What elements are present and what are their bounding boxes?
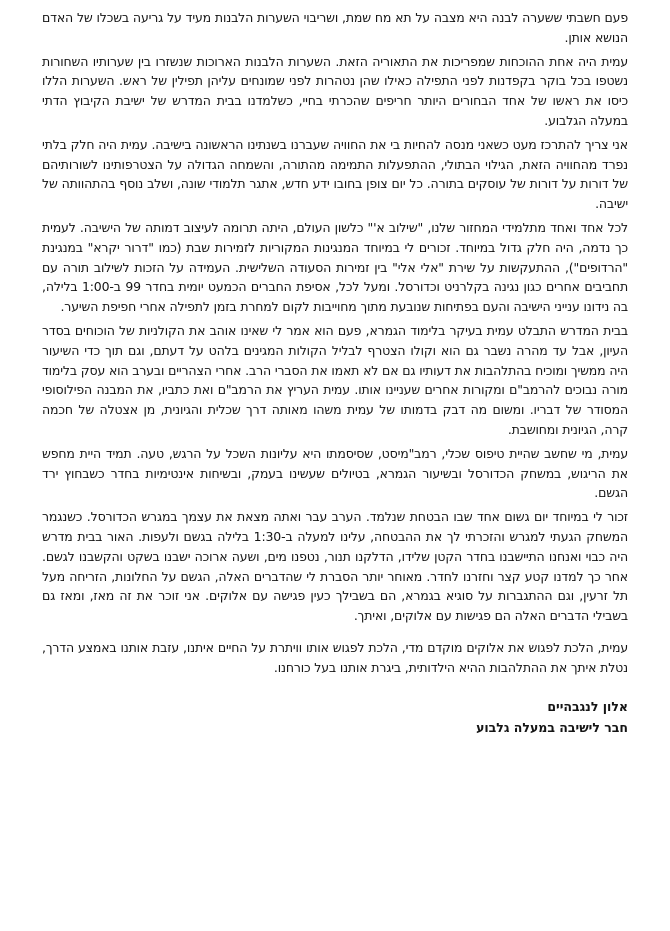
paragraph-1: פעם חשבתי ששערה לבנה היא מצבה על תא מח שמת, ושריבוי השערות הלבנות מעיד על גריעה בשכלו של האדם הנושא אותן. bbox=[42, 10, 628, 45]
signature-block bbox=[42, 696, 628, 738]
paragraph-6: עמית, מי שחשב שהיית טיפוס שכלי, רמב"מיסט, שסיסמתו היא עליונות השכל על הרגש, טעה. תמיד היית מחפש את הריגוש, במשחק הכדורסל ובשיעור הגמרא, בטיולים שעשינו בעמק, ובשיחות אינטימיות בחדר כשבחוץ ירד הגשם. bbox=[42, 445, 628, 501]
paragraph-8: עמית, הלכת לפגוש את אלוקים מוקדם מדי, הלכת לפגוש אותו וויתרת על החיים איתנו, עזבת אותנו באמצע הדרך, נטלת איתך את ההתלהבות ההיא הילדותית, ביגרת אותנו בעל כורחנו. bbox=[42, 639, 628, 675]
signature-role: חבר לישיבה במעלה גלבוע bbox=[476, 719, 628, 735]
paragraph-2: עמית היה אחת ההוכחות שמפריכות את התאוריה הזאת. השערות הלבנות הארוכות שנשזרו בין שערותיו השחורות נשטפו בכל בוקר בקפדנות לפני התפילה כאילו שהן נטהרות לפני שמונחים עליהן תפילין של ראש. השערות הללו כיסו את ראשו של אחד הבחורים היותר חריפים שהכרתי בחיי, כשלמדנו בבית המדרש של ישיבת הקיבוץ הדתי במעלה הגלבוע. bbox=[42, 53, 628, 128]
signature-name: אלון לנגבהיים bbox=[547, 698, 628, 714]
paragraph-7: זכור לי במיוחד יום גשום אחד שבו הבטחת שנלמד. הערב עבר ואתה מצאת את עצמך במגרש הכדורסל. כשנגמר המשחק הגעתי למגרש והזכרתי לך את ההבטחה, עלינו למעלה ב-1:30 בלילה בגשם ולעפות. האור בבית מדרש היה כבוי ואנחנו התיישבנו בחדר הקטן שלידו, הדלקנו תנור, נטפנו מים, ושעה ארוכה ישבנו בשקט והקשבנו לגשם. אחר כך למדנו קטע קצר וחזרנו לחדר. מאוחר יותר הסברת לי שהדברים האלה, הגשם על החלונות, הזריחה מעל תל זרעין, וגם ההתגברות על סוגיא בגמרא, הם בשבילך כעין פגישה עם אלוקים. אני זוכר את זה מאז, ומאז גם בשבילי הדברים האלה הם פגישות עם אלוקים, ואיתך. bbox=[42, 509, 628, 624]
paragraph-4: לכל אחד ואחד מתלמידי המחזור שלנו, "שילוב א'" כלשון העולם, היתה תרומה לעיצוב דמותה של הישיבה. לעמית כך נדמה, היה חלק גדול במיוחד. זכורים לי במיוחד המנגינות המקוריות לזמירות שבת (כמו "דרור יקרא" במנגינת "הרדופים"), ההתעקשות על שירת "אלי אלי" בין זמירות הסעודה השלישית. העמידה על הזכות לשילוב תורה עם תחביבים אחרים כגון נגינה בקלרניט וכדורסל. ומעל לכל, אסיפת החברים הכמעט יומית בחדר 99 ב-1:00 בלילה, בה נידונו ענייני הישיבה והעם בפתיחות שנובעת מתוך מחוייבות לקום למחרת בזמן לתפילה אחרי חפיפת השיער. bbox=[42, 219, 629, 315]
paragraph-3: אני צריך להתרכז מעט כשאני מנסה להחיות בי את החוויה שעברנו בשנתינו הראשונה בישיבה. עמית היה חלק בלתי נפרד מהחוויה הזאת, הגילוי הבתולי, ההתפעלות התמימה מהתורה, והשמחה הגדולה על הצטרפותינו לשורותיהם של דורות על דורות של עוסקים בתורה. כל יום צופן בחובו ידע חדש, אתגר תלמודי שונה, ושלב נוסף בהתהוותה של ישיבה. bbox=[42, 136, 628, 212]
paragraph-5: בבית המדרש התבלט עמית בעיקר בלימוד הגמרא, פעם הוא אמר לי שאינו אוהב את הקולניות של הוכוחים בסדר העיון, אבל עד מהרה נשבר גם הוא וקולו הצטרף לבליל הקולות המגינים בלהט על דעתם, וגם תוך כדי השיעור היה ממשיך ומוכיח בהתלהבות את דעותיו גם אם לא תאמו את הסברי הרב. אחרי הצהריים ובערב הוא עסק בלימוד מורה נבוכים להרמב"ם ומקורות אחרים שעניינו אותו. עמית העריץ את הרמב"ם ואת כתביו, את המבנה הפילוסופי המסודר של דבריו. ומשום מה דבק בדמותו של עמית משהו מאותה דרך שכלית והגיונית, מן אצטלה של חכמה קרה, הגיונית ומחושבת. bbox=[42, 322, 628, 437]
